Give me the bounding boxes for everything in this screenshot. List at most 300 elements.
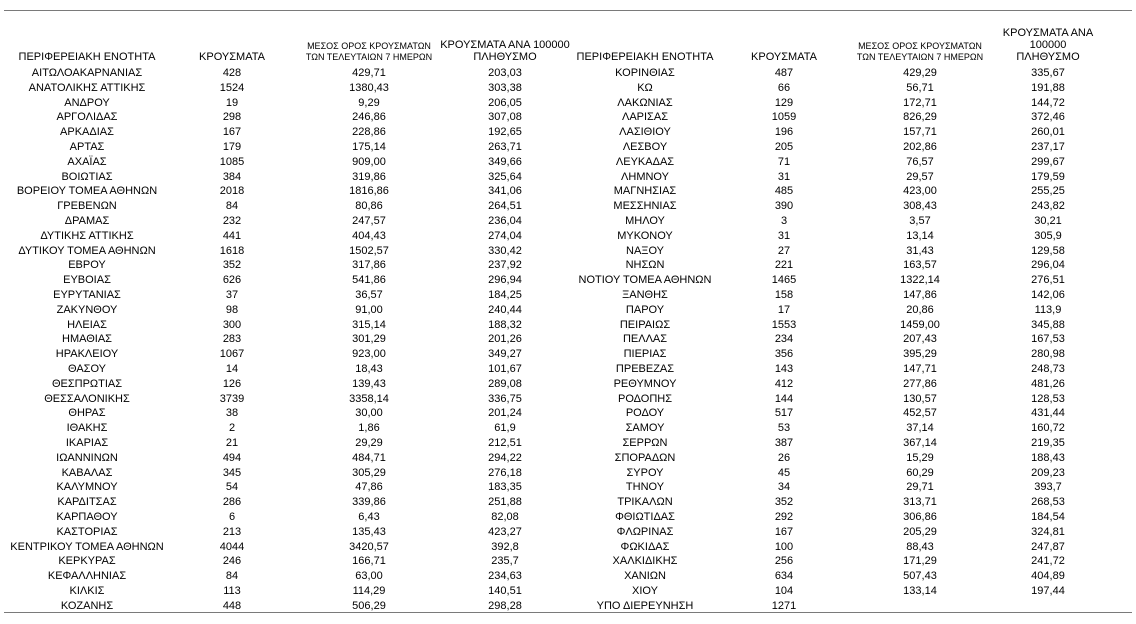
cell-region-right: ΛΕΣΒΟΥ (622, 141, 668, 153)
cell-cases-left: 283 (222, 333, 242, 346)
cell-cases-left: 286 (222, 496, 242, 509)
cell-cases-right: 221 (774, 259, 794, 272)
header-per-100k-right: ΚΡΟΥΣΜΑΤΑ ΑΝΑ 100000 ΠΛΗΘΥΣΜΟ (1002, 27, 1094, 63)
cell-per-100k-right: 241,72 (1031, 555, 1065, 568)
cell-region-right: ΧΑΝΙΩΝ (624, 570, 666, 583)
table-row (0, 377, 1136, 392)
cell-per-100k-right: 324,81 (1031, 525, 1065, 538)
cell-cases-right: 104 (774, 585, 794, 597)
table-row (0, 229, 1136, 244)
cell-7day-avg-right: 163,57 (903, 259, 937, 272)
cell-cases-right: 487 (774, 67, 794, 79)
cell-7day-avg-left: 91,00 (355, 303, 383, 316)
cell-7day-avg-right: 202,86 (903, 141, 937, 153)
cell-cases-right: 412 (774, 377, 794, 390)
cell-cases-left: 84 (225, 200, 239, 213)
cell-per-100k-left: 234,63 (488, 570, 522, 583)
table-row (0, 96, 1136, 111)
cell-region-right: ΣΥΡΟΥ (626, 466, 664, 479)
cell-region-left: ΚΟΖΑΝΗΣ (60, 599, 114, 612)
cell-7day-avg-right: 31,43 (906, 244, 934, 257)
cell-per-100k-left: 325,64 (488, 170, 522, 183)
cell-region-right: ΝΗΣΩΝ (625, 259, 665, 272)
cell-region-right: ΦΩΚΙΔΑΣ (620, 540, 670, 553)
cell-cases-right: 390 (774, 200, 794, 213)
header-region-right: ΠΕΡΙΦΕΡΕΙΑΚΗ ΕΝΟΤΗΤΑ (576, 51, 714, 63)
cell-cases-left: 3739 (219, 392, 245, 405)
cell-region-left: ΚΕΡΚΥΡΑΣ (58, 555, 116, 568)
cell-per-100k-right: 372,46 (1031, 111, 1065, 124)
cell-region-left: ΗΛΕΙΑΣ (67, 318, 107, 331)
cell-cases-right: 234 (774, 333, 794, 346)
cell-cases-right: 205 (774, 141, 794, 153)
cell-per-100k-right: 113,9 (1034, 303, 1062, 316)
header-7day-avg-right: ΜΕΣΟΣ ΟΡΟΣ ΚΡΟΥΣΜΑΤΩΝ ΤΩΝ ΤΕΛΕΥΤΑΙΩΝ 7 ΗΜΕΡΩΝ (856, 41, 984, 62)
cell-region-left: ΔΥΤΙΚΗΣ ΑΤΤΙΚΗΣ (40, 229, 134, 242)
cell-cases-right: 167 (774, 525, 794, 538)
cell-7day-avg-right: 130,57 (903, 392, 937, 405)
cell-region-left: ΒΟΡΕΙΟΥ ΤΟΜΕΑ ΑΘΗΝΩΝ (16, 185, 158, 198)
cell-7day-avg-left: 246,86 (352, 111, 386, 124)
cell-7day-avg-left: 541,86 (352, 274, 386, 287)
cell-region-right: ΣΕΡΡΩΝ (622, 437, 668, 449)
cell-7day-avg-right: 147,71 (903, 363, 937, 375)
table-row (0, 510, 1136, 525)
cell-per-100k-left: 212,51 (488, 437, 522, 449)
header-cases-right: ΚΡΟΥΣΜΑΤΑ (751, 51, 817, 63)
cell-7day-avg-right: 3,57 (909, 215, 931, 227)
cell-7day-avg-right: 60,29 (906, 466, 934, 479)
cell-region-left: ΑΧΑΪΑΣ (67, 155, 107, 168)
cell-7day-avg-left: 29,29 (355, 437, 383, 449)
cell-cases-right: 53 (777, 422, 791, 435)
cell-per-100k-right: 296,04 (1031, 259, 1065, 272)
cell-cases-right: 292 (774, 511, 794, 523)
cell-7day-avg-left: 429,71 (352, 67, 386, 79)
table-row (0, 81, 1136, 96)
cell-per-100k-left: 274,04 (488, 229, 522, 242)
cell-7day-avg-left: 404,43 (352, 229, 386, 242)
cell-per-100k-right: 255,25 (1031, 185, 1065, 198)
cell-per-100k-left: 183,35 (488, 481, 522, 494)
cell-region-right: ΛΑΡΙΣΑΣ (621, 111, 668, 124)
table-row (0, 125, 1136, 140)
cell-region-left: ΚΑΒΑΛΑΣ (61, 466, 113, 479)
cell-region-left: ΚΑΡΠΑΘΟΥ (56, 511, 118, 523)
cell-7day-avg-left: 175,14 (352, 141, 386, 153)
cell-per-100k-right: 345,88 (1031, 318, 1065, 331)
table-row (0, 184, 1136, 199)
cell-per-100k-left: 336,75 (488, 392, 522, 405)
cell-cases-left: 4044 (219, 540, 245, 553)
cell-cases-left: 1618 (219, 244, 245, 257)
cell-per-100k-left: 289,08 (488, 377, 522, 390)
cell-cases-left: 213 (222, 525, 242, 538)
cell-7day-avg-left: 319,86 (352, 170, 386, 183)
cell-cases-right: 1465 (771, 274, 797, 287)
cell-cases-left: 54 (225, 481, 239, 494)
cell-per-100k-left: 330,42 (488, 244, 522, 257)
cell-cases-left: 1067 (219, 348, 245, 361)
cell-7day-avg-right: 308,43 (903, 200, 937, 213)
cell-per-100k-right: 305,9 (1034, 229, 1062, 242)
cell-per-100k-left: 101,67 (488, 363, 522, 375)
cell-7day-avg-right: 171,29 (903, 555, 937, 568)
cell-region-left: ΘΕΣΣΑΛΟΝΙΚΗΣ (44, 392, 130, 405)
cell-7day-avg-right: 157,71 (903, 126, 937, 139)
cell-region-left: ΒΟΙΩΤΙΑΣ (61, 170, 113, 183)
cell-per-100k-left: 192,65 (488, 126, 522, 139)
cell-region-left: ΙΘΑΚΗΣ (66, 422, 108, 435)
cell-cases-right: 158 (774, 289, 794, 301)
cell-cases-left: 98 (225, 303, 239, 316)
cell-region-right: ΣΠΟΡΑΔΩΝ (614, 451, 676, 464)
cell-per-100k-right: 276,51 (1031, 274, 1065, 287)
cell-per-100k-left: 423,27 (488, 525, 522, 538)
cell-region-right: ΛΑΣΙΘΙΟΥ (619, 126, 671, 139)
cell-per-100k-right: 184,54 (1031, 511, 1065, 523)
cell-region-right: ΜΥΚΟΝΟΥ (617, 229, 673, 242)
cell-per-100k-right: 481,26 (1031, 377, 1065, 390)
cell-7day-avg-left: 36,57 (355, 289, 383, 301)
cell-cases-right: 352 (774, 496, 794, 509)
cell-per-100k-left: 235,7 (491, 555, 519, 568)
cell-per-100k-right: 160,72 (1031, 422, 1065, 435)
cell-per-100k-left: 201,24 (488, 407, 522, 420)
cell-region-left: ΑΙΤΩΛΟΑΚΑΡΝΑΝΙΑΣ (31, 67, 143, 79)
cell-7day-avg-left: 80,86 (355, 200, 383, 213)
cell-7day-avg-left: 139,43 (352, 377, 386, 390)
cell-cases-left: 21 (225, 437, 239, 449)
cell-cases-left: 246 (222, 555, 242, 568)
table-row (0, 303, 1136, 318)
cell-per-100k-left: 263,71 (488, 141, 522, 153)
table-row (0, 110, 1136, 125)
cell-per-100k-left: 298,28 (488, 599, 522, 612)
cell-7day-avg-right: 20,86 (906, 303, 934, 316)
cell-region-right: ΠΙΕΡΙΑΣ (623, 348, 667, 361)
cell-cases-left: 428 (222, 67, 242, 79)
cell-region-left: ΚΑΡΔΙΤΣΑΣ (57, 496, 117, 509)
cell-region-left: ΓΡΕΒΕΝΩΝ (57, 200, 117, 213)
cell-cases-right: 634 (774, 570, 794, 583)
cell-per-100k-left: 236,04 (488, 215, 522, 227)
cell-region-left: ΘΑΣΟΥ (67, 363, 107, 375)
cell-cases-right: 129 (774, 96, 794, 109)
cell-per-100k-right: 404,89 (1031, 570, 1065, 583)
cell-7day-avg-left: 315,14 (352, 318, 386, 331)
cell-region-left: ΘΕΣΠΡΩΤΙΑΣ (51, 377, 123, 390)
cell-per-100k-right: 191,88 (1031, 81, 1065, 94)
cell-region-right: ΛΕΥΚΑΔΑΣ (615, 155, 675, 168)
cell-7day-avg-left: 506,29 (352, 599, 386, 612)
cell-per-100k-right: 431,44 (1031, 407, 1065, 420)
cell-7day-avg-right: 826,29 (903, 111, 937, 124)
cell-7day-avg-left: 301,29 (352, 333, 386, 346)
header-cases-left: ΚΡΟΥΣΜΑΤΑ (199, 51, 265, 63)
cell-cases-right: 144 (774, 392, 794, 405)
cell-per-100k-left: 61,9 (494, 422, 516, 435)
cell-region-left: ΚΙΛΚΙΣ (69, 585, 105, 597)
cell-7day-avg-right: 277,86 (903, 377, 937, 390)
cell-per-100k-right: 393,7 (1034, 481, 1062, 494)
cell-7day-avg-left: 317,86 (352, 259, 386, 272)
cell-region-right: ΦΛΩΡΙΝΑΣ (616, 525, 674, 538)
cell-per-100k-left: 203,03 (488, 67, 522, 79)
cell-cases-left: 6 (228, 511, 236, 523)
cell-per-100k-left: 349,66 (488, 155, 522, 168)
cell-cases-right: 256 (774, 555, 794, 568)
cell-region-right: ΜΕΣΣΗΝΙΑΣ (613, 200, 677, 213)
cell-cases-left: 1085 (219, 155, 245, 168)
table-header (0, 27, 1136, 63)
cell-cases-right: 100 (774, 540, 794, 553)
cell-region-left: ΚΑΛΥΜΝΟΥ (56, 481, 118, 494)
cell-7day-avg-right: 37,14 (906, 422, 934, 435)
table-row (0, 288, 1136, 303)
cell-cases-right: 26 (777, 451, 791, 464)
cell-7day-avg-left: 1502,57 (349, 244, 389, 257)
table-row (0, 318, 1136, 333)
cell-7day-avg-right: 147,86 (903, 289, 937, 301)
cell-cases-left: 167 (222, 126, 242, 139)
cell-cases-right: 27 (777, 244, 791, 257)
cell-per-100k-left: 294,22 (488, 451, 522, 464)
cell-per-100k-right: 144,72 (1031, 96, 1065, 109)
cell-7day-avg-left: 247,57 (352, 215, 386, 227)
cell-region-right: ΧΙΟΥ (632, 585, 658, 597)
table-row (0, 495, 1136, 510)
table-row (0, 258, 1136, 273)
cell-region-left: ΑΝΑΤΟΛΙΚΗΣ ΑΤΤΙΚΗΣ (28, 81, 146, 94)
cell-7day-avg-left: 1816,86 (349, 185, 389, 198)
cell-region-right: ΛΗΜΝΟΥ (621, 170, 669, 183)
cell-per-100k-left: 240,44 (488, 303, 522, 316)
cell-per-100k-right: 167,53 (1031, 333, 1065, 346)
table-row (0, 480, 1136, 495)
cell-cases-left: 300 (222, 318, 242, 331)
cell-region-right: ΥΠΟ ΔΙΕΡΕΥΝΗΣΗ (596, 599, 694, 612)
cell-cases-left: 179 (222, 141, 242, 153)
cell-region-right: ΝΑΞΟΥ (626, 244, 664, 257)
cell-region-left: ΙΩΑΝΝΙΝΩΝ (56, 451, 118, 464)
cell-cases-right: 1059 (771, 111, 797, 124)
cell-7day-avg-left: 114,29 (352, 585, 386, 597)
cell-cases-right: 485 (774, 185, 794, 198)
table-row (0, 392, 1136, 407)
table-row (0, 155, 1136, 170)
cell-cases-left: 352 (222, 259, 242, 272)
cell-cases-left: 384 (222, 170, 242, 183)
cell-cases-right: 31 (777, 229, 791, 242)
table-row (0, 421, 1136, 436)
cell-per-100k-right: 219,35 (1031, 437, 1065, 449)
cell-cases-right: 196 (774, 126, 794, 139)
cell-cases-left: 126 (222, 377, 242, 390)
cell-region-left: ΚΑΣΤΟΡΙΑΣ (56, 525, 118, 538)
table-row (0, 199, 1136, 214)
cell-per-100k-left: 264,51 (488, 200, 522, 213)
cell-per-100k-left: 201,26 (488, 333, 522, 346)
table-row (0, 332, 1136, 347)
cell-7day-avg-right: 306,86 (903, 511, 937, 523)
cell-region-right: ΠΕΛΛΑΣ (622, 333, 668, 346)
cell-7day-avg-left: 1380,43 (349, 81, 389, 94)
cell-per-100k-left: 296,94 (488, 274, 522, 287)
cell-cases-left: 19 (225, 96, 239, 109)
cell-cases-left: 2018 (219, 185, 245, 198)
cell-per-100k-left: 188,32 (488, 318, 522, 331)
cell-7day-avg-left: 484,71 (352, 451, 386, 464)
table-row (0, 214, 1136, 229)
cell-region-left: ΙΚΑΡΙΑΣ (65, 437, 109, 449)
cell-region-right: ΛΑΚΩΝΙΑΣ (617, 96, 673, 109)
table-row (0, 140, 1136, 155)
cell-region-left: ΘΗΡΑΣ (68, 407, 106, 420)
cell-7day-avg-left: 47,86 (355, 481, 383, 494)
table-row (0, 66, 1136, 81)
cell-per-100k-right: 179,59 (1031, 170, 1065, 183)
cell-7day-avg-right: 1322,14 (900, 274, 940, 287)
table-row (0, 584, 1136, 599)
cell-cases-left: 441 (222, 229, 242, 242)
cell-per-100k-right: 128,53 (1031, 392, 1065, 405)
cell-cases-right: 17 (777, 303, 791, 316)
cell-per-100k-right: 280,98 (1031, 348, 1065, 361)
header-per-100k-left: ΚΡΟΥΣΜΑΤΑ ΑΝΑ 100000 ΠΛΗΘΥΣΜΟ (440, 39, 570, 63)
cell-7day-avg-right: 56,71 (906, 81, 934, 94)
table-row (0, 466, 1136, 481)
cell-cases-right: 143 (774, 363, 794, 375)
cell-7day-avg-left: 135,43 (352, 525, 386, 538)
cell-region-right: ΡΕΘΥΜΝΟΥ (613, 377, 677, 390)
cell-region-right: ΜΗΛΟΥ (625, 215, 665, 227)
cell-7day-avg-right: 205,29 (903, 525, 937, 538)
cell-7day-avg-left: 909,00 (352, 155, 386, 168)
cell-region-left: ΖΑΚΥΝΘΟΥ (56, 303, 118, 316)
cell-7day-avg-left: 30,00 (355, 407, 383, 420)
cell-per-100k-left: 251,88 (488, 496, 522, 509)
cell-region-left: ΑΝΔΡΟΥ (64, 96, 110, 109)
cell-7day-avg-right: 313,71 (903, 496, 937, 509)
cell-per-100k-right: 335,67 (1031, 67, 1065, 79)
cell-cases-left: 113 (223, 585, 241, 597)
cell-7day-avg-right: 15,29 (906, 451, 934, 464)
cell-cases-right: 517 (774, 407, 794, 420)
table-row (0, 406, 1136, 421)
cell-cases-right: 1553 (771, 318, 797, 331)
cell-region-left: ΗΡΑΚΛΕΙΟΥ (55, 348, 119, 361)
cell-per-100k-left: 184,25 (488, 289, 522, 301)
cell-cases-left: 626 (222, 274, 242, 287)
cell-7day-avg-left: 18,43 (355, 363, 383, 375)
cell-per-100k-right: 188,43 (1031, 451, 1065, 464)
cell-region-left: ΕΒΡΟΥ (68, 259, 106, 272)
cell-region-left: ΔΡΑΜΑΣ (64, 215, 110, 227)
cell-7day-avg-right: 133,14 (903, 585, 937, 597)
cell-per-100k-right: 243,82 (1031, 200, 1065, 213)
cell-per-100k-right: 142,06 (1031, 289, 1065, 301)
cell-region-right: ΧΑΛΚΙΔΙΚΗΣ (612, 555, 678, 568)
cell-per-100k-right: 247,87 (1031, 540, 1065, 553)
cell-per-100k-left: 307,08 (488, 111, 522, 124)
cell-7day-avg-right: 1459,00 (900, 318, 940, 331)
cell-per-100k-right: 299,67 (1031, 155, 1065, 168)
cell-7day-avg-left: 6,43 (358, 511, 380, 523)
cell-per-100k-right: 209,23 (1031, 466, 1065, 479)
cell-7day-avg-left: 3358,14 (349, 392, 389, 405)
table-row (0, 362, 1136, 377)
cell-region-right: ΜΑΓΝΗΣΙΑΣ (613, 185, 677, 198)
cell-cases-right: 356 (774, 348, 794, 361)
cell-region-left: ΑΡΚΑΔΙΑΣ (60, 126, 114, 139)
cell-7day-avg-right: 395,29 (903, 348, 937, 361)
cell-per-100k-left: 341,06 (488, 185, 522, 198)
table-row (0, 273, 1136, 288)
cell-region-left: ΗΜΑΘΙΑΣ (62, 333, 112, 346)
cell-cases-left: 448 (222, 599, 242, 612)
cell-7day-avg-right: 29,71 (906, 481, 934, 494)
cell-per-100k-right: 268,53 (1031, 496, 1065, 509)
cell-region-right: ΤΗΝΟΥ (625, 481, 665, 494)
table-row (0, 347, 1136, 362)
cell-7day-avg-left: 1,86 (358, 422, 380, 435)
cell-per-100k-right: 237,17 (1031, 141, 1065, 153)
top-rule (4, 10, 1132, 11)
cell-per-100k-left: 237,92 (488, 259, 522, 272)
cell-7day-avg-left: 923,00 (352, 348, 386, 361)
cell-region-right: ΡΟΔΟΠΗΣ (617, 392, 673, 405)
cell-7day-avg-left: 3420,57 (349, 540, 389, 553)
cell-7day-avg-right: 507,43 (903, 570, 937, 583)
cell-region-right: ΡΟΔΟΥ (625, 407, 665, 420)
bottom-rule (4, 612, 1132, 613)
cell-cases-left: 2 (228, 422, 236, 435)
cell-per-100k-left: 82,08 (491, 511, 519, 523)
cell-per-100k-left: 206,05 (488, 96, 522, 109)
cell-cases-left: 345 (222, 466, 242, 479)
table-row (0, 554, 1136, 569)
cell-per-100k-right: 129,58 (1031, 244, 1065, 257)
table-row (0, 244, 1136, 259)
cell-7day-avg-right: 367,14 (903, 437, 937, 449)
cell-cases-right: 45 (777, 466, 791, 479)
cell-per-100k-left: 303,38 (488, 81, 522, 94)
table-row (0, 170, 1136, 185)
cell-per-100k-left: 276,18 (488, 466, 522, 479)
cell-cases-right: 1271 (771, 599, 797, 612)
cell-7day-avg-right: 88,43 (906, 540, 934, 553)
cell-cases-left: 84 (225, 570, 239, 583)
cell-region-right: ΠΑΡΟΥ (625, 303, 665, 316)
cell-cases-left: 38 (225, 407, 239, 420)
cell-cases-right: 387 (774, 437, 794, 449)
cell-per-100k-left: 392,8 (491, 540, 519, 553)
cell-region-left: ΕΥΒΟΙΑΣ (63, 274, 111, 287)
cell-7day-avg-right: 207,43 (903, 333, 937, 346)
table-row (0, 540, 1136, 555)
cell-cases-left: 37 (225, 289, 239, 301)
cell-per-100k-left: 140,51 (488, 585, 522, 597)
cell-per-100k-left: 349,27 (488, 348, 522, 361)
cell-region-left: ΚΕΦΑΛΛΗΝΙΑΣ (47, 570, 127, 583)
cell-cases-right: 3 (780, 215, 788, 227)
cell-cases-right: 31 (777, 170, 791, 183)
cell-region-left: ΕΥΡΥΤΑΝΙΑΣ (53, 289, 121, 301)
cell-region-right: ΦΘΙΩΤΙΔΑΣ (615, 511, 675, 523)
table-row (0, 451, 1136, 466)
cell-region-right: ΝΟΤΙΟΥ ΤΟΜΕΑ ΑΘΗΝΩΝ (578, 274, 712, 287)
